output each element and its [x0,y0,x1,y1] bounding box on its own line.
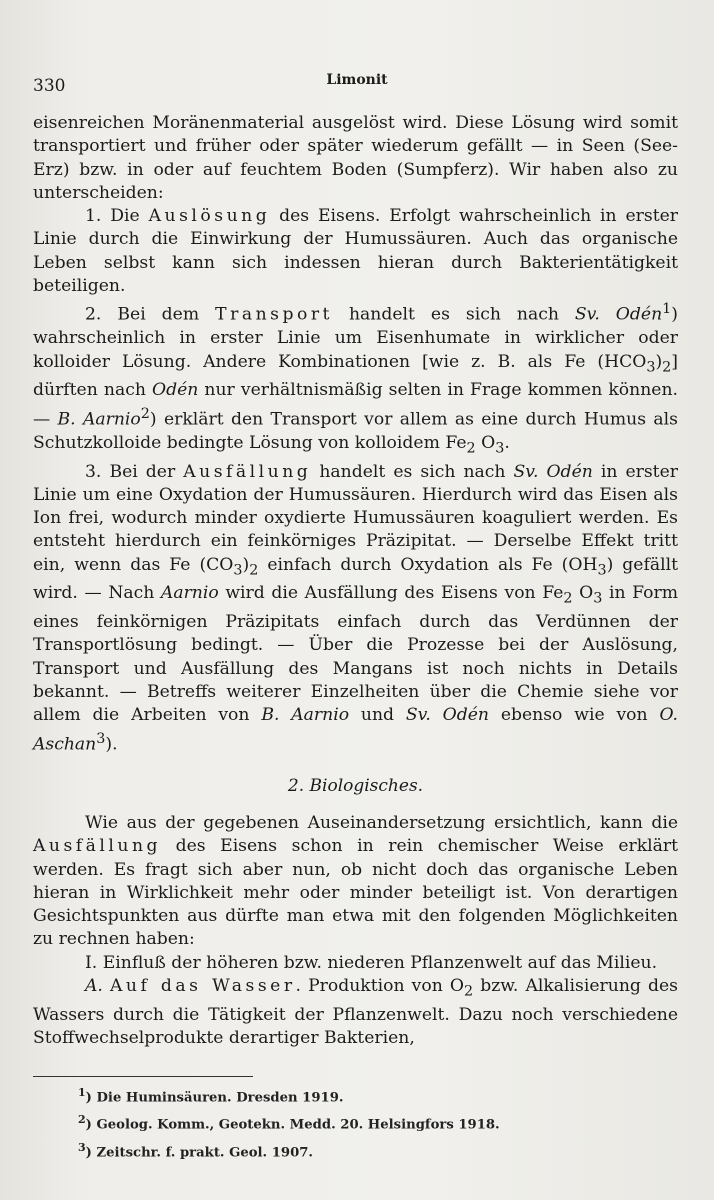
section-heading: 2. Biologisches. [287,775,424,796]
paragraph-item-1: 1. Die Auslösung des Eisens. Erfolgt wahrscheinlich in erster Linie durch die Einwirkung der Humussäuren. Auch das organische Leben selbst kann sich indessen hieran durch Bakterientätigkeit beteiligen. [33,206,678,297]
footnotes [78,1082,500,1164]
footnote-2: $^2$) Geolog. Komm., Geotekn. Medd. 20. Helsingfors 1918. [78,1113,500,1133]
page-header [33,72,681,96]
paragraph-biology: Wie aus der gegebenen Auseinandersetzung ersichtlich, kann die Ausfällung des Eisens schon in rein chemischer Weise erklärt werden. Es fragt sich aber nun, ob nicht doch das organische Leben hieran in Wirklichkeit mehr oder minder beteiligt ist. Von derartigen Gesichtspunkten aus dürfte man etwa mit den folgenden Möglichkeiten zu rechnen haben: [33,812,678,950]
paragraph-item-2: 2. Bei dem Transport handelt es sich nach Sv. Odén$^1$) wahrscheinlich in erster Linie um Eisenhumate in wirklicher oder kolloider Lösung. Andere Kombinationen [wie z. B. als Fe $(HCO_3)_2$] dürften nach Odén nur verhältnismäßig selten in Frage kommen können. — B. Aarnio$^2$) erklärt den Transport vor allem as eine durch Humus als Schutzkolloide bedingte Lösung von kolloidem $Fe_2$ $O_3$. [33,301,678,457]
paragraph-water: A. Auf das Wasser. Produktion von $O_2$ bzw. Alkalisierung des Wassers durch die Tätigkeit der Pflanzenwelt. Dazu noch verschiedene Stoffwechselprodukte derartiger Bakterien, [33,976,678,1049]
footnote-rule [33,1076,253,1077]
running-head: Limonit [326,72,388,88]
footnote-1: $^1$) Die Huminsäuren. Dresden 1919. [78,1086,344,1106]
page-number: 330 [33,76,66,96]
paragraph-item-3: 3. Bei der Ausfällung handelt es sich nach Sv. Odén in erster Linie um eine Oxydation der Humussäuren. Hierdurch wird das Eisen als Ion frei, wodurch minder oxydierte Humussäuren koaguliert werden. Es entsteht hierdurch ein feinkörniges Präzipitat. — Derselbe Effekt tritt ein, wenn das Fe $(CO_3)_2$ einfach durch Oxydation als Fe $(OH_3)$ gefällt wird. — Nach Aarnio wird die Ausfällung des Eisens von $Fe_2$ $O_3$ in Form eines feinkörnigen Präzipitats einfach durch das Verdünnen der Transportlösung bedingt. — Über die Prozesse bei der Auslösung, Transport und Ausfällung des Mangans ist noch nichts in Details bekannt. — Betreffs weiterer Einzelheiten über die Chemie siehe vor allem die Arbeiten von B. Aarnio und Sv. Odén ebenso wie von O. Aschan$^3$). [33,461,679,755]
footnote-3: $^3$) Zeitschr. f. prakt. Geol. 1907. [78,1140,314,1161]
page-body [33,112,678,1050]
paragraph-influence: I. Einfluß der höheren bzw. niederen Pflanzenwelt auf das Milieu. [85,952,658,973]
paragraph-intro: eisenreichen Moränenmaterial ausgelöst wird. Diese Lösung wird somit transportiert und früher oder später wiederum gefällt — in Seen (See-Erz) bzw. in oder auf feuchtem Boden (Sumpferz). Wir haben also zu unterscheiden: [33,113,678,203]
